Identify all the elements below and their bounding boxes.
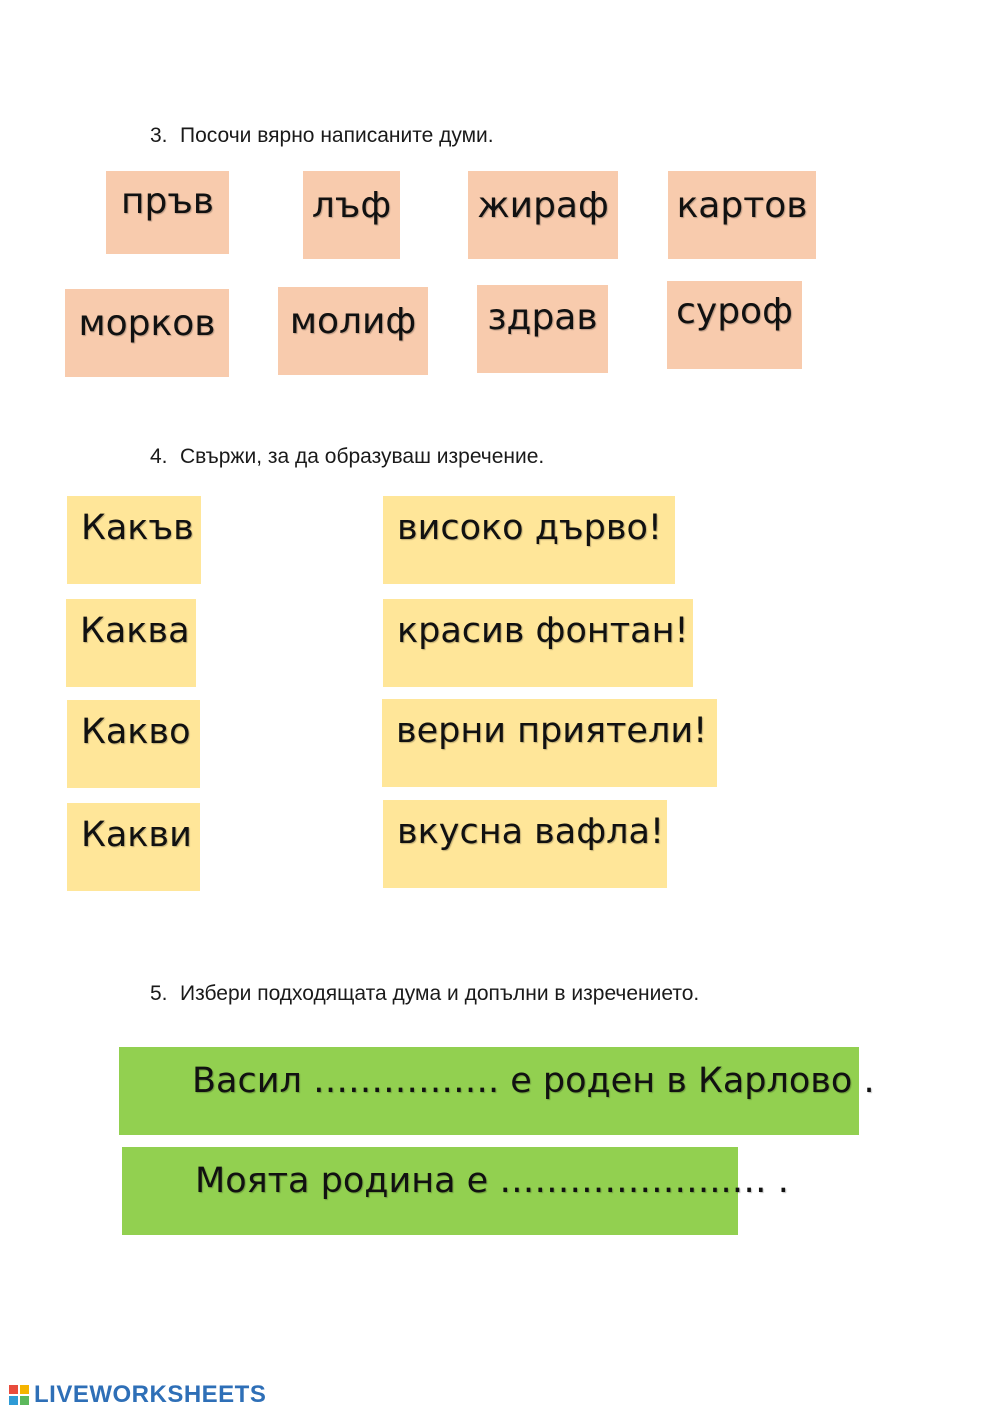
match-right-4[interactable]: вкусна вафла! — [383, 800, 667, 888]
liveworksheets-logo-text: LIVEWORKSHEETS — [34, 1381, 267, 1408]
section-3-instruction-text: Посочи вярно написаните думи. — [180, 124, 494, 147]
word-box-5[interactable]: морков — [65, 289, 229, 377]
section-3-instruction — [150, 124, 494, 148]
word-box-7[interactable]: здрав — [477, 285, 608, 373]
sentence-box-2[interactable]: Моята родина е ………………..… . — [122, 1147, 738, 1235]
match-left-1[interactable]: Какъв — [67, 496, 201, 584]
match-left-2[interactable]: Каква — [66, 599, 196, 687]
match-right-3[interactable]: верни приятели! — [382, 699, 717, 787]
section-4-instruction — [150, 445, 544, 469]
section-4-instruction-text: Свържи, за да образуваш изречение. — [180, 445, 545, 468]
word-box-1[interactable]: пръв — [106, 171, 229, 254]
word-box-8[interactable]: суроф — [667, 281, 802, 369]
match-right-2[interactable]: красив фонтан! — [383, 599, 693, 687]
liveworksheets-logo-icon — [8, 1384, 30, 1406]
word-box-6[interactable]: молиф — [278, 287, 428, 375]
sentence-box-1[interactable]: Васил ……………. е роден в Карлово . — [119, 1047, 859, 1135]
match-left-4[interactable]: Какви — [67, 803, 200, 891]
match-left-3[interactable]: Какво — [67, 700, 200, 788]
word-box-3[interactable]: жираф — [468, 171, 618, 259]
word-box-2[interactable]: лъф — [303, 171, 400, 259]
section-3-number: 3. — [150, 124, 168, 147]
match-right-1[interactable]: високо дърво! — [383, 496, 675, 584]
word-box-4[interactable]: картов — [668, 171, 816, 259]
section-5-number: 5. — [150, 982, 168, 1005]
section-5-instruction-text: Избери подходящата дума и допълни в изречението. — [180, 982, 700, 1005]
section-5-instruction — [150, 982, 699, 1006]
liveworksheets-logo — [8, 1380, 266, 1410]
section-4-number: 4. — [150, 445, 168, 468]
